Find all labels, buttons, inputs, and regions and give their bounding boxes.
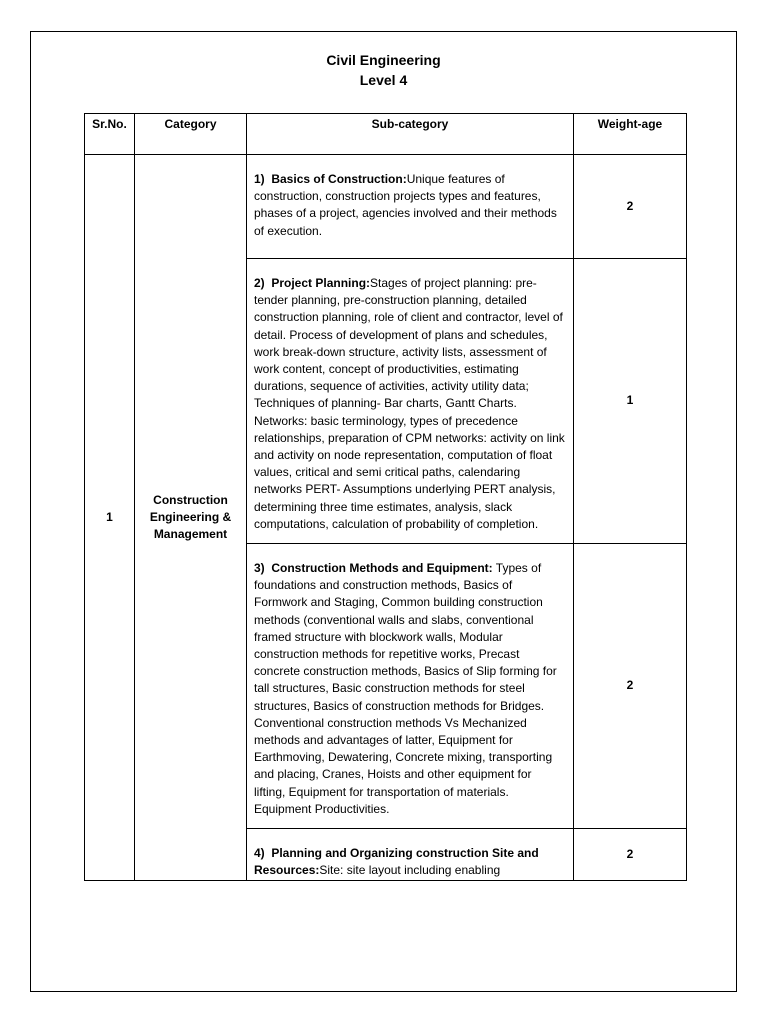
weightage-cell-2: 1 [574, 259, 687, 544]
subcategory-text: Types of foundations and construction methods, Basics of Formwork and Staging, Common building construction methods (conventional walls and slabs, conventional framed structure with blockwork walls, Modular construction methods for repetitive works, Precast concrete construction methods, Basics of Slip forming for tall structures, Basic construction methods for steel structures, Basics of construction methods for Bridges. Conventional construction methods Vs Mechanized methods and advantages of latter, Equipment for Earthmoving, Dewatering, Concrete mixing, transporting and placing, Cranes, Hoists and other equipment for lifting, Equipment for transportation of materials. Equipment Productivities. [254, 561, 557, 816]
header-srno: Sr.No. [85, 114, 135, 155]
title-line-1: Civil Engineering [326, 52, 441, 68]
subcategory-number: 2) [254, 276, 265, 290]
header-category: Category [135, 114, 247, 155]
document-title [31, 50, 736, 90]
weightage-cell-4: 2 [574, 829, 687, 881]
subcategory-number: 1) [254, 172, 265, 186]
subcategory-text: Stages of project planning: pre-tender planning, pre-construction planning, detailed construction planning, role of client and contractor, level of detail. Process of development of plans and schedules, work break-down structure, activity lists, assessment of work content, concept of productivities, estimating durations, sequence of activities, activity utility data; Techniques of planning- Bar charts, Gantt Charts. Networks: basic terminology, types of precedence relationships, preparation of CPM networks: activity on link and activity on node representation, computation of float values, critical and semi critical paths, calendaring networks PERT- Assumptions underlying PERT analysis, determining three time estimates, analysis, slack computations, calculation of probability of completion. [254, 276, 565, 531]
table-header-row [85, 114, 687, 155]
subcategory-title: Construction Methods and Equipment: [271, 561, 493, 576]
table-row [85, 155, 687, 259]
subcategory-title: Planning and Organizing construction Site and Resources: [254, 846, 539, 878]
category-cell [135, 155, 247, 881]
subcategory-number: 3) [254, 561, 265, 576]
subcategory-cell-2 [247, 259, 574, 544]
weightage-cell-3: 2 [574, 544, 687, 829]
subcategory-cell-3 [247, 544, 574, 829]
weightage-cell-1: 2 [574, 155, 687, 259]
title-line-2: Level 4 [359, 72, 408, 88]
header-subcategory: Sub-category [247, 114, 574, 155]
subcategory-cell-4 [247, 829, 574, 881]
page-frame [30, 31, 737, 992]
subcategory-number: 4) [254, 846, 265, 861]
srno-cell: 1 [85, 155, 135, 881]
category-label: Construction Engineering & Management [149, 492, 232, 542]
subcategory-cell-1 [247, 155, 574, 259]
subcategory-text: Site: site layout including enabling [319, 863, 501, 878]
subcategory-title: Project Planning: [271, 276, 371, 290]
subcategory-title: Basics of Construction: [271, 172, 407, 186]
syllabus-table [84, 113, 687, 881]
header-weightage: Weight-age [574, 114, 687, 155]
subcategory-text: Unique features of construction, construction projects types and features, phases of a project, agencies involved and their methods of execution. [254, 172, 557, 238]
